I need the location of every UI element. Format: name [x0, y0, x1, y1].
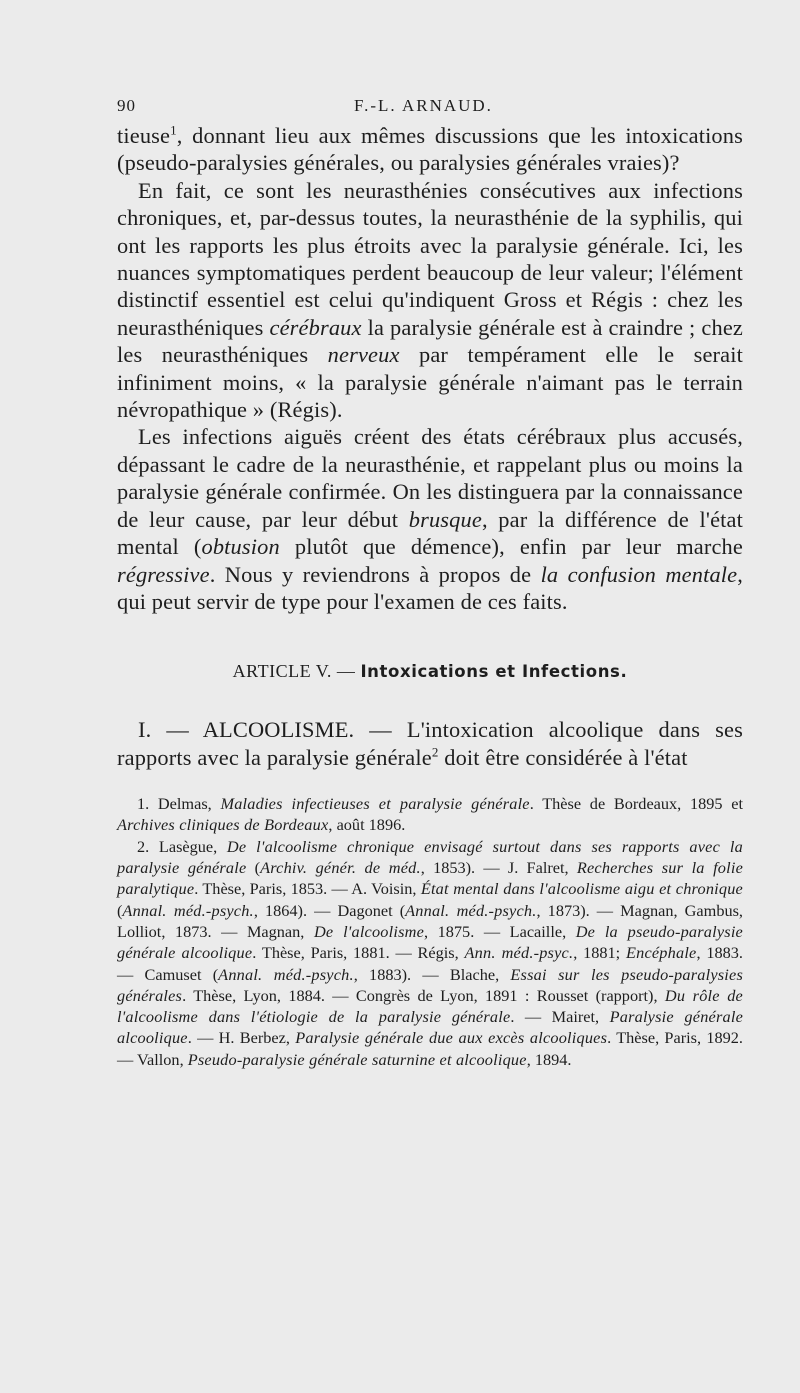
citation-text: . — H. Berbez, [187, 1028, 296, 1048]
footnote-ref-2[interactable]: 2 [431, 744, 439, 760]
citation-text: . Thèse, Paris, 1853. — A. Voisin, [194, 879, 421, 899]
citation-title: Paralysie générale alcoolique [117, 1007, 743, 1048]
citation-title: État mental dans l'alcoolisme aigu et chronique [420, 879, 743, 899]
paragraph-3: Les infections aiguës créent des états cérébraux plus accusés, dépassant le cadre de la neurasthénie, et rappelant plus ou moins la paralysie générale confirmée. On les distinguera par la connaissance de leur cause, par leur début brusque, par la différence de l'état mental (obtusion plutôt que démence), enfin par leur marche régressive. Nous y reviendrons à propos de la confusion mentale, qui peut servir de type pour l'examen de ces faits. [117, 424, 744, 614]
citation-text: , 1883. — Camuset ( [117, 943, 743, 984]
footnote-2 [117, 836, 743, 1070]
running-head-author: F.-L. ARNAUD. [354, 96, 493, 115]
paragraph-2: En fait, ce sont les neurasthénies consécutives aux infections chroniques, et, par-dessus toutes, la neurasthénie de la syphilis, qui ont les rapports les plus étroits avec la paralysie générale. Ici, les nuances symptomatiques perdent beaucoup de leur valeur; l'élément distinctif essentiel est celui qu'indiquent Gross et Régis : chez les neurasthéniques cérébraux la paralysie générale est à craindre ; chez les neurasthéniques nerveux par tempérament elle le serait infiniment moins, « la paralysie générale n'aimant pas le terrain névropathique » (Régis). [117, 177, 743, 423]
paragraph-1: tieuse$^1$, donnant lieu aux mêmes discussions que les intoxications (pseudo-paralysies générales, ou paralysies générales vraies)? [117, 122, 743, 176]
citation-text: . Thèse, Paris, 1892. — Vallon, [117, 1028, 743, 1069]
emphasis: la confusion mentale [540, 561, 738, 587]
citation-title: De l'alcoolisme chronique envisagé surtout dans ses rapports avec la paralysie générale [117, 836, 743, 878]
article-heading: ARTICLE V. — Intoxications et Infections. [232, 661, 628, 682]
citation-text: , 1881; [573, 943, 626, 963]
emphasis: nerveux [327, 342, 400, 368]
citation-title: Annal. méd.-psych. [218, 964, 354, 984]
citation-text: , 1873). — Magnan, Gambus, Lolliot, 1873. — Magnan, [117, 900, 744, 941]
citation-title: De l'alcoolisme [313, 921, 425, 941]
footnote-1: 1. Delmas, Maladies infectieuses et paralysie générale. Thèse de Bordeaux, 1895 et Archives cliniques de Bordeaux, août 1896. [117, 794, 743, 835]
citation-title: Encéphale [625, 943, 697, 963]
page-number: 90 [117, 96, 136, 115]
citation-title: Paralysie générale due aux excès alcooliques [295, 1028, 608, 1048]
book-page [117, 96, 743, 1070]
body-text [117, 122, 743, 771]
emphasis: régressive [117, 561, 210, 587]
citation-text: , 1853). — J. Falret, [420, 858, 577, 878]
emphasis: obtusion [201, 534, 280, 560]
article-title: Intoxications et Infections. [360, 662, 628, 682]
citation-title: Essai sur les pseudo-paralysies générales [117, 964, 743, 1005]
citation-text: , 1883). — Blache, [353, 964, 511, 984]
citation-title: Annal. méd.-psych. [405, 900, 537, 920]
citation-title: Du rôle de l'alcoolisme dans l'étiologie de la paralysie générale [117, 985, 743, 1027]
citation-text: , 1864). — Dagonet ( [253, 900, 406, 920]
citation-text: , 1894. [526, 1049, 572, 1069]
emphasis: brusque [408, 506, 482, 532]
citation-title: De la pseudo-paralysie générale alcoolique [117, 921, 743, 963]
citation-text: . — Mairet, [510, 1007, 610, 1027]
citation-title: Pseudo-paralysie générale saturnine et alcoolique [187, 1049, 527, 1069]
citation-text: 2. Lasègue, [137, 836, 227, 856]
citation-text: ( [246, 858, 261, 878]
citation-title: Annal. méd.-psych. [122, 900, 254, 920]
citation-title: Recherches sur la folie paralytique [117, 858, 744, 899]
citation-text: . Thèse, Paris, 1881. — Régis, [252, 943, 465, 963]
emphasis: cérébraux [269, 314, 362, 340]
footnotes [117, 793, 743, 1070]
citation-text: . Thèse, Lyon, 1884. — Congrès de Lyon, 1891 : Rousset (rapport), [182, 985, 665, 1005]
citation-title: Archiv. génér. de méd. [260, 858, 421, 878]
footnote-ref-1[interactable]: 1 [170, 122, 177, 138]
citation-title: Ann. méd.-psyc. [464, 943, 574, 963]
section-paragraph: I. — ALCOOLISME. — L'intoxication alcoolique dans ses rapports avec la paralysie générale$^2$ doit être considérée à l'état [117, 717, 743, 770]
citation-text: ( [117, 900, 123, 920]
running-head [117, 96, 743, 122]
citation-text: , 1875. — Lacaille, [424, 921, 576, 941]
